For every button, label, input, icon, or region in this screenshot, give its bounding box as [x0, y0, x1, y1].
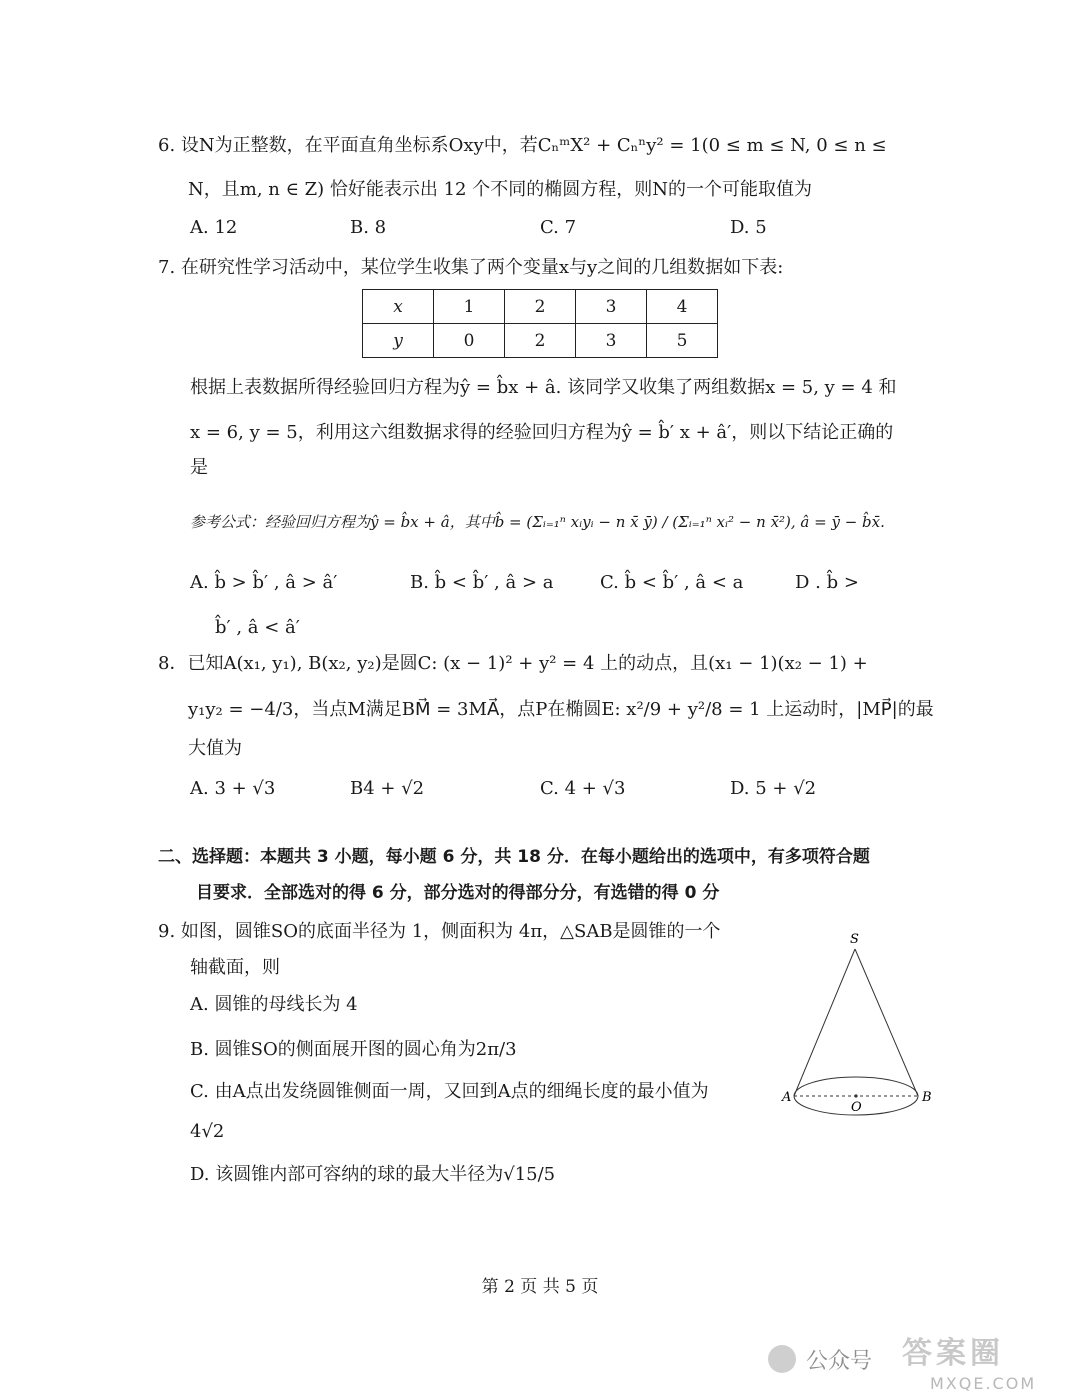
cone-label-o: O — [851, 1100, 862, 1115]
table-cell: 2 — [505, 290, 576, 324]
q9-option-d: D. 该圆锥内部可容纳的球的最大半径为√15/5 — [190, 1164, 556, 1185]
q8-option-b: B4 + √2 — [350, 778, 425, 799]
section2-heading-line2: 目要求．全部选对的得 6 分，部分选对的得部分分，有选错的得 0 分 — [196, 883, 720, 903]
q8-option-a: A. 3 + √3 — [190, 778, 276, 799]
table-cell: 4 — [647, 290, 718, 324]
q7-option-d-continued: b̂′ , â < â′ — [215, 617, 300, 638]
page-footer: 第 2 页 共 5 页 — [481, 1277, 599, 1297]
cone-base-back — [794, 1077, 918, 1096]
q7-option-c: C. b̂ < b̂′ , â < a — [600, 572, 744, 593]
watermark-logo: 答案圈 — [902, 1336, 1004, 1371]
table-cell: 2 — [505, 324, 576, 358]
table-row-x — [363, 290, 718, 324]
section2-heading-line1: 二、选择题：本题共 3 小题，每小题 6 分，共 18 分．在每小题给出的选项中，有多项符合题 — [158, 847, 870, 867]
table-cell: 1 — [434, 290, 505, 324]
q7-option-a: A. b̂ > b̂′ , â > â′ — [190, 572, 338, 593]
q7-line4: 是 — [190, 457, 208, 478]
table-cell: 3 — [576, 290, 647, 324]
q6-option-b: B. 8 — [350, 217, 387, 238]
table-header-y: y — [363, 324, 434, 358]
table-header-x: x — [363, 290, 434, 324]
table-row-y — [363, 324, 718, 358]
q9-line1: 9. 如图，圆锥SO的底面半径为 1，侧面积为 4π，△SAB是圆锥的一个 — [158, 921, 721, 942]
cone-edge-sa — [794, 949, 855, 1096]
table-cell: 3 — [576, 324, 647, 358]
wechat-icon — [768, 1345, 796, 1373]
table-cell: 5 — [647, 324, 718, 358]
q6-line1: 6. 设N为正整数，在平面直角坐标系Oxy中，若CₙᵐX² + Cₙⁿy² = 1(0 ≤ m ≤ N, 0 ≤ n ≤ — [158, 135, 887, 156]
q6-line2: N，且m, n ∈ Z) 恰好能表示出 12 个不同的椭圆方程，则N的一个可能取值为 — [188, 179, 812, 200]
q9-line2: 轴截面，则 — [190, 957, 280, 978]
cone-center-point — [854, 1094, 857, 1097]
q8-option-c: C. 4 + √3 — [540, 778, 626, 799]
q9-option-a: A. 圆锥的母线长为 4 — [190, 994, 358, 1015]
q9-option-c-continued: 4√2 — [190, 1121, 225, 1142]
q7-line3: x = 6, y = 5，利用这六组数据求得的经验回归方程为ŷ = b̂′ x + â′，则以下结论正确的 — [190, 422, 894, 443]
q6-option-c: C. 7 — [540, 217, 577, 238]
cone-label-a: A — [782, 1090, 792, 1105]
q9-option-b: B. 圆锥SO的侧面展开图的圆心角为2π/3 — [190, 1039, 517, 1060]
q8-option-d: D. 5 + √2 — [730, 778, 817, 799]
cone-figure — [780, 925, 940, 1120]
q8-line3: 大值为 — [188, 738, 242, 759]
q7-option-d: D . b̂ > — [795, 572, 859, 593]
watermark-account: 公众号 — [806, 1349, 873, 1374]
cone-label-s: S — [850, 932, 859, 947]
watermark-url: MXQE.COM — [930, 1374, 1037, 1393]
q8-line2: y₁y₂ = −4/3，当点M满足BM⃗ = 3MA⃗，点P在椭圆E: x²/9 + y²/8 = 1 上运动时，|MP⃗|的最 — [188, 699, 934, 720]
q7-line2: 根据上表数据所得经验回归方程为ŷ = b̂x + â. 该同学又收集了两组数据x = 5, y = 4 和 — [190, 377, 897, 398]
q6-option-d: D. 5 — [730, 217, 767, 238]
q7-option-b: B. b̂ < b̂′ , â > a — [410, 572, 554, 593]
q6-option-a: A. 12 — [190, 217, 238, 238]
table-cell: 0 — [434, 324, 505, 358]
q9-option-c: C. 由A点出发绕圆锥侧面一周，又回到A点的细绳长度的最小值为 — [190, 1081, 709, 1102]
cone-edge-sb — [855, 949, 918, 1096]
q7-reference-formula: 参考公式：经验回归方程为ŷ = b̂x + â，其中b̂ = (Σᵢ₌₁ⁿ xᵢyᵢ − n x̄ ȳ) / (Σᵢ₌₁ⁿ xᵢ² − n x̄²), â = ȳ − b̂x̄. — [190, 513, 885, 531]
q7-line1: 7. 在研究性学习活动中，某位学生收集了两个变量x与y之间的几组数据如下表: — [158, 257, 784, 278]
q8-line1: 8．已知A(x₁, y₁), B(x₂, y₂)是圆C: (x − 1)² + y² = 4 上的动点，且(x₁ − 1)(x₂ − 1) + — [158, 653, 868, 674]
q7-data-table — [362, 289, 718, 358]
cone-label-b: B — [922, 1090, 932, 1105]
